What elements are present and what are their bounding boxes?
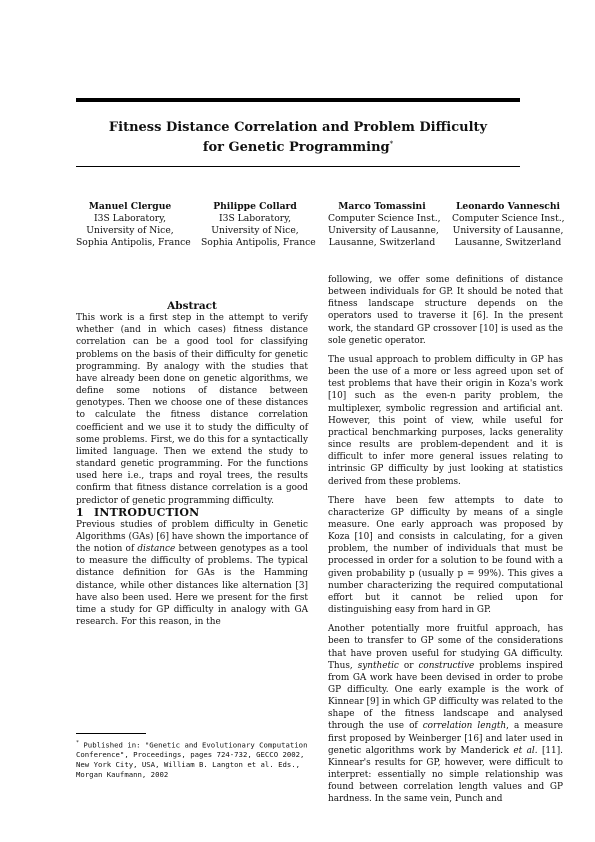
author-1 [76, 201, 191, 249]
author-name: Leonardo Vanneschi [455, 201, 561, 212]
author-affiliation: University of Nice, [211, 225, 299, 236]
author-affiliation: I3S Laboratory, [218, 213, 292, 224]
right-column [328, 274, 563, 813]
author-name: Manuel Clergue [88, 201, 172, 212]
author-affiliation: Lausanne, Switzerland [328, 237, 436, 248]
body-paragraph-2: The usual approach to problem difficulty in GP has been the use of a more or less agreed upon set of test problems that have their origin in Koza's work [10] such as the even-n parity problem, the multiplexer, symbolic regression and artificial ant. However, this point of view, while useful for practical benchmarking purposes, lacks generality since results are problem-dependent and it is difficult to infer more general issues relating to intrinsic GP difficulty by just looking at statistics derived from these problems. [328, 354, 563, 487]
author-name: Marco Tomassini [338, 201, 426, 212]
abstract-text: This work is a first step in the attempt to verify whether (and in which cases) fitness distance correlation can be a good tool for classifying problems on the basis of their difficulty for genetic programming. By analogy with the studies that have already been done on genetic algorithms, we define some notions of distance between genotypes. Then we choose one of these distances to calculate the fitness distance correlation coefficient and we use it to study the difficulty of some problems. First, we do this for a syntactically limited language. Then we extend the study to standard genetic programming. For the functions used here i.e., traps and royal trees, the results confirm that fitness distance correlation is a good predictor of genetic programming difficulty. [76, 313, 308, 506]
title-line-1: Fitness Distance Correlation and Problem Difficulty [108, 120, 488, 135]
author-name: Philippe Collard [213, 201, 297, 212]
footnote [76, 738, 308, 780]
author-affiliation: I3S Laboratory, [93, 213, 167, 224]
footnote-marker: * [76, 740, 80, 746]
emphasis: constructive [418, 660, 475, 671]
author-affiliation: University of Lausanne, [328, 225, 439, 236]
emphasis: synthetic [357, 660, 399, 671]
top-rule [76, 98, 520, 102]
body-paragraph-4: Another potentially more fruitful approach, has been to transfer to GP some of the considerations that have proven useful for studying GA difficulty. Thus, synthetic or constructive problems inspired from GA work have been devised in order to probe GP difficulty. One early example is the work of Kinnear [9] in which GP difficulty was related to the shape of the fitness landscape and analysed through the use of correlation length, a measure first proposed by Weinberger [16] and later used in genetic algorithms work by Manderick et al. [11]. Kinnear's results for GP, however, were difficult to interpret: essentially no simple relationship was found between correlation length values and GP hardness. In the same vein, Punch and [328, 624, 563, 805]
author-2 [201, 201, 316, 249]
author-affiliation: University of Nice, [86, 225, 174, 236]
footnote-rule [76, 733, 146, 734]
section-heading [76, 507, 308, 519]
section-title: INTRODUCTION [94, 505, 200, 519]
emphasis: correlation length [422, 721, 507, 732]
body-paragraph-3: There have been few attempts to date to characterize GP difficulty by means of a single measure. One early approach was proposed by Koza [10] and consists in calculating, for a given problem, the number of individuals that must be processed in order for a solution to be found with a given probability p (usually p = 99%). This gives a number characterizing the required computational effort but it cannot be relied upon for distinguishing easy from hard in GP. [328, 495, 563, 616]
author-3 [328, 201, 441, 249]
section-number: 1 [76, 505, 84, 519]
footnote-text: Published in: "Genetic and Evolutionary Computation Conference", Proceedings, pages 724-732, GECCO 2002, New York City, USA, William B. Langton et al. Eds., Morgan Kaufmann, 2002 [76, 740, 308, 780]
abstract-title: Abstract [167, 300, 217, 312]
author-affiliation: Sophia Antipolis, France [76, 237, 191, 248]
author-affiliation: Sophia Antipolis, France [201, 237, 316, 248]
author-affiliation: Computer Science Inst., [452, 213, 565, 224]
paper-title [76, 119, 520, 156]
left-column [76, 300, 308, 628]
author-4 [452, 201, 564, 249]
intro-paragraph: Previous studies of problem difficulty in Genetic Algorithms (GAs) [6] have shown the importance of the notion of distance between genotypes as a tool to measure the difficulty of problems. The typical distance definition for GAs is the Hamming distance, while other distances like alternation [3] have also been used. Here we present for the first time a study for GP difficulty in analogy with GA research. For this reason, in the [76, 519, 308, 628]
title-line-2: for Genetic Programming* [202, 140, 394, 155]
author-affiliation: University of Lausanne, [452, 225, 564, 236]
author-affiliation: Computer Science Inst., [328, 213, 441, 224]
body-paragraph-1: following, we offer some definitions of distance between individuals for GP. It should be noted that fitness landscape structure depends on the operators used to traverse it [6]. In the present work, the standard GP crossover [10] is used as the sole genetic operator. [328, 275, 563, 346]
bottom-rule [76, 166, 520, 167]
emphasis: et al. [513, 745, 538, 756]
emphasis: distance [137, 544, 176, 555]
title-footnote-marker: * [389, 140, 394, 148]
author-affiliation: Lausanne, Switzerland [454, 237, 562, 248]
